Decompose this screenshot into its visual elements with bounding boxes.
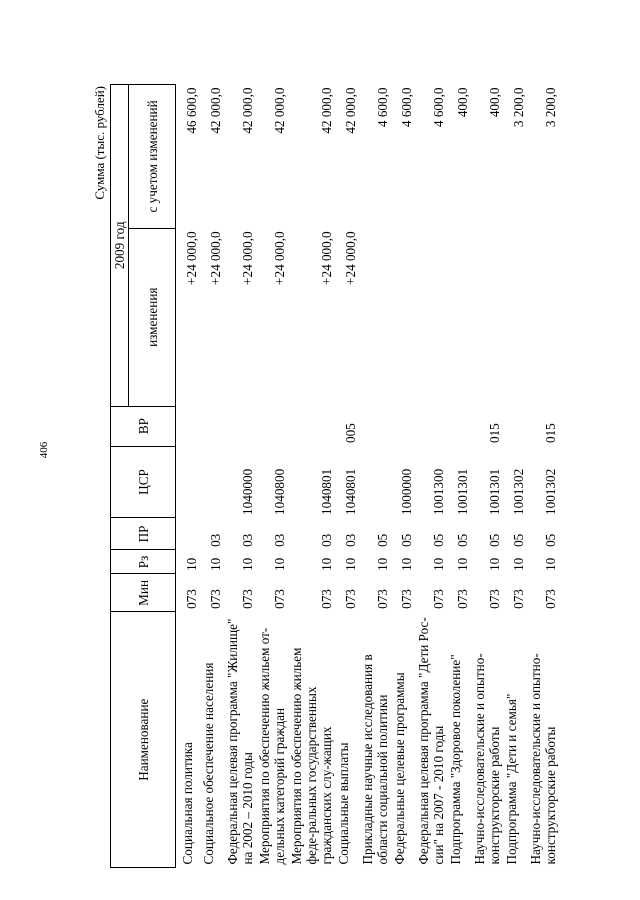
units-label: Сумма (тыс. рублей) bbox=[92, 86, 107, 200]
row-csr: 1001300 bbox=[430, 468, 446, 515]
row-total: 42 000,0 bbox=[207, 87, 223, 134]
row-total: 3 200,0 bbox=[510, 87, 526, 128]
row-csr: 1001301 bbox=[454, 468, 470, 515]
row-pr: 05 bbox=[510, 533, 526, 547]
row-vr bbox=[415, 406, 447, 446]
row-vr: 005 bbox=[342, 423, 358, 444]
table-row bbox=[503, 85, 527, 868]
row-vr bbox=[359, 406, 391, 446]
row-pr: 03 bbox=[207, 533, 223, 547]
row-name: Мероприятия по обеспечению жильем от-дельных категорий граждан bbox=[256, 627, 287, 865]
table-row bbox=[335, 85, 359, 868]
row-pr: 03 bbox=[318, 533, 334, 547]
row-min: 073 bbox=[486, 589, 502, 609]
row-csr: 1040801 bbox=[342, 468, 358, 515]
table-row bbox=[224, 85, 256, 868]
row-csr: 1040800 bbox=[271, 468, 287, 515]
row-min: 073 bbox=[454, 589, 470, 609]
row-pr: 05 bbox=[430, 533, 446, 547]
row-change: +24 000,0 bbox=[183, 231, 199, 285]
row-csr bbox=[359, 446, 391, 518]
row-pr: 03 bbox=[239, 533, 255, 547]
table-row bbox=[415, 85, 447, 868]
row-change bbox=[391, 228, 415, 406]
row-name: Научно-исследовательские и опытно-конструкторские работы bbox=[471, 653, 502, 865]
header-with-changes: с учетом изменений bbox=[129, 85, 176, 229]
table-row bbox=[256, 85, 288, 868]
row-change: +24 000,0 bbox=[271, 231, 287, 285]
header-year: 2009 год bbox=[111, 85, 129, 407]
header-name: Наименование bbox=[111, 612, 176, 868]
row-csr: 1001302 bbox=[510, 468, 526, 515]
row-change: +24 000,0 bbox=[342, 231, 358, 285]
table-row bbox=[391, 85, 415, 868]
table-row bbox=[359, 85, 391, 868]
row-csr: 1001301 bbox=[486, 468, 502, 515]
row-pr: 05 bbox=[374, 533, 390, 547]
row-total: 4 600,0 bbox=[398, 87, 414, 128]
table-row bbox=[176, 85, 200, 868]
table-row bbox=[447, 85, 471, 868]
table-row bbox=[527, 85, 559, 868]
row-rz: 10 bbox=[510, 557, 526, 571]
table-row bbox=[471, 85, 503, 868]
table-row bbox=[200, 85, 224, 868]
row-name: Подпрограмма "Здоровое поколение" bbox=[447, 654, 463, 865]
row-pr: 05 bbox=[398, 533, 414, 547]
row-min: 073 bbox=[183, 589, 199, 609]
row-rz: 10 bbox=[454, 557, 470, 571]
row-csr: 1040801 bbox=[318, 468, 334, 515]
budget-table bbox=[110, 84, 559, 868]
row-pr: 05 bbox=[542, 533, 558, 547]
row-csr bbox=[176, 446, 200, 518]
row-name: Социальное обеспечение населения bbox=[200, 662, 216, 865]
row-change bbox=[415, 228, 447, 406]
row-vr: 015 bbox=[542, 423, 558, 444]
row-pr: 03 bbox=[271, 533, 287, 547]
row-name: Федеральная целевая программа "Жилище" на 2002 – 2010 годы bbox=[224, 618, 255, 865]
rotated-budget-sheet bbox=[92, 84, 584, 868]
row-name: Федеральная целевая программа "Дети Рос-сии" на 2007 - 2010 годы bbox=[415, 617, 446, 865]
header-pr: ПР bbox=[111, 518, 176, 550]
row-vr bbox=[176, 406, 200, 446]
row-min: 073 bbox=[510, 589, 526, 609]
page-number: 406 bbox=[38, 441, 50, 459]
row-name: Научно-исследовательские и опытно-конструкторские работы bbox=[527, 653, 558, 865]
row-total: 400,0 bbox=[486, 87, 502, 118]
row-rz: 10 bbox=[486, 557, 502, 571]
row-rz: 10 bbox=[342, 557, 358, 571]
row-change: +24 000,0 bbox=[239, 231, 255, 285]
row-min: 073 bbox=[542, 589, 558, 609]
header-vr: ВР bbox=[111, 406, 176, 446]
row-total: 4 600,0 bbox=[374, 87, 390, 128]
row-total: 42 000,0 bbox=[271, 87, 287, 134]
row-pr: 05 bbox=[486, 533, 502, 547]
row-change bbox=[503, 228, 527, 406]
row-csr: 1040000 bbox=[239, 468, 255, 515]
row-pr: 05 bbox=[454, 533, 470, 547]
row-csr bbox=[200, 446, 224, 518]
row-vr bbox=[503, 406, 527, 446]
row-total: 42 000,0 bbox=[342, 87, 358, 134]
row-csr: 1001302 bbox=[542, 468, 558, 515]
row-vr bbox=[224, 406, 256, 446]
row-vr bbox=[391, 406, 415, 446]
row-rz: 10 bbox=[542, 557, 558, 571]
row-min: 073 bbox=[398, 589, 414, 609]
row-pr: 03 bbox=[342, 533, 358, 547]
row-rz: 10 bbox=[374, 557, 390, 571]
table-header bbox=[111, 85, 176, 868]
row-change bbox=[359, 228, 391, 406]
row-total: 46 600,0 bbox=[183, 87, 199, 134]
row-vr bbox=[447, 406, 471, 446]
row-name: Мероприятия по обеспечению жильем феде-ральных государственных гражданских слу-жащих bbox=[288, 647, 334, 865]
row-vr bbox=[256, 406, 288, 446]
row-vr bbox=[288, 406, 335, 446]
row-min: 073 bbox=[430, 589, 446, 609]
table-body bbox=[176, 85, 559, 868]
row-rz: 10 bbox=[271, 557, 287, 571]
row-name: Социальные выплаты bbox=[335, 742, 351, 865]
table-row bbox=[288, 85, 335, 868]
row-change bbox=[527, 228, 559, 406]
row-min: 073 bbox=[207, 589, 223, 609]
row-vr: 015 bbox=[486, 423, 502, 444]
row-rz: 10 bbox=[239, 557, 255, 571]
header-rz: Рз bbox=[111, 550, 176, 574]
row-rz: 10 bbox=[318, 557, 334, 571]
row-rz: 10 bbox=[183, 557, 199, 571]
row-rz: 10 bbox=[207, 557, 223, 571]
row-pr bbox=[176, 518, 200, 550]
row-min: 073 bbox=[374, 589, 390, 609]
row-min: 073 bbox=[318, 589, 334, 609]
row-change: +24 000,0 bbox=[207, 231, 223, 285]
row-rz: 10 bbox=[430, 557, 446, 571]
row-csr: 1000000 bbox=[398, 468, 414, 515]
row-name: Прикладные научные исследования в области социальной политики bbox=[359, 654, 390, 865]
row-rz: 10 bbox=[398, 557, 414, 571]
row-name: Социальная политика bbox=[180, 742, 195, 865]
row-name: Подпрограмма "Дети и семья" bbox=[503, 693, 519, 865]
row-total: 42 000,0 bbox=[318, 87, 334, 134]
header-min: Мин bbox=[111, 574, 176, 612]
row-change bbox=[471, 228, 503, 406]
row-total: 3 200,0 bbox=[542, 87, 558, 128]
row-total: 42 000,0 bbox=[239, 87, 255, 134]
row-min: 073 bbox=[342, 589, 358, 609]
row-min: 073 bbox=[271, 589, 287, 609]
row-min: 073 bbox=[239, 589, 255, 609]
header-changes: изменения bbox=[129, 228, 176, 406]
row-total: 4 600,0 bbox=[430, 87, 446, 128]
header-csr: ЦСР bbox=[111, 446, 176, 518]
row-change: +24 000,0 bbox=[318, 231, 334, 285]
row-vr bbox=[200, 406, 224, 446]
row-total: 400,0 bbox=[454, 87, 470, 118]
row-name: Федеральные целевые программы bbox=[391, 672, 407, 865]
row-change bbox=[447, 228, 471, 406]
